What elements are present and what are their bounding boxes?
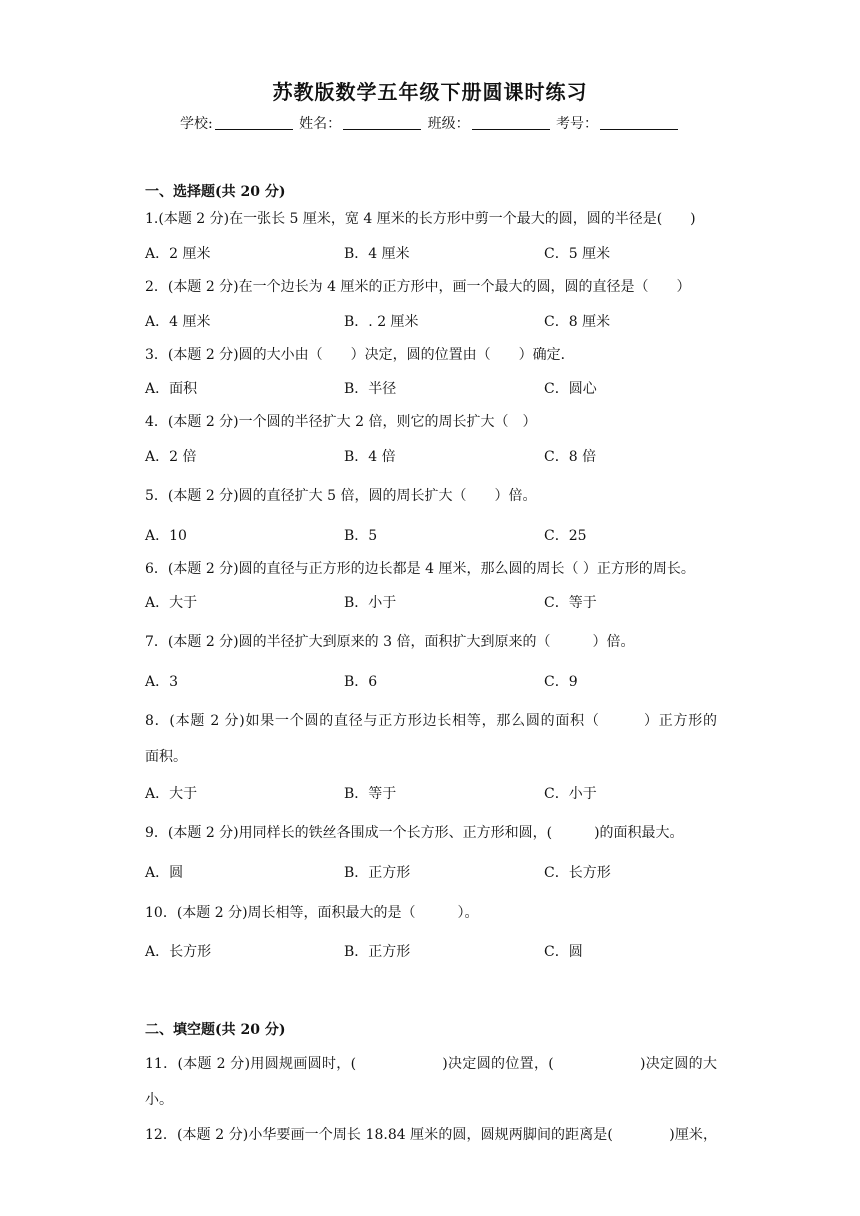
question-11-continued: 小。 — [145, 1092, 173, 1108]
option-b[interactable]: B．小于 — [344, 595, 397, 611]
option-b[interactable]: B．正方形 — [344, 865, 411, 881]
option-c[interactable]: C．小于 — [544, 786, 597, 802]
option-a[interactable]: A．面积 — [145, 381, 198, 397]
options-7 — [145, 671, 717, 691]
option-c[interactable]: C．圆 — [544, 944, 583, 960]
question-12: 12．(本题 2 分)小华要画一个周长 18.84 厘米的圆，圆规两脚间的距离是( )厘米， — [145, 1127, 717, 1143]
question-8-continued: 面积。 — [145, 749, 187, 765]
name-label: 姓名： — [299, 116, 342, 132]
question-8: 8．(本题 2 分)如果一个圆的直径与正方形边长相等，那么圆的面积（ ）正方形的 — [145, 713, 717, 729]
section-heading-fill: 二、填空题(共 20 分) — [145, 1022, 286, 1038]
option-a[interactable]: A．2 厘米 — [145, 246, 211, 262]
option-b[interactable]: B．. 2 厘米 — [344, 314, 419, 330]
options-9 — [145, 862, 717, 882]
option-a[interactable]: A．2 倍 — [145, 449, 197, 465]
question-1: 1.(本题 2 分)在一张长 5 厘米，宽 4 厘米的长方形中剪一个最大的圆，圆的半径是( ) — [145, 211, 696, 227]
question-3: 3．(本题 2 分)圆的大小由（ ）决定，圆的位置由（ ）确定． — [145, 347, 575, 363]
option-c[interactable]: C．25 — [544, 528, 587, 544]
option-a[interactable]: A．10 — [145, 528, 187, 544]
school-blank[interactable] — [215, 115, 293, 130]
question-9: 9．(本题 2 分)用同样长的铁丝各围成一个长方形、正方形和圆，( )的面积最大。 — [145, 825, 684, 841]
option-a[interactable]: A．3 — [145, 674, 179, 690]
name-blank[interactable] — [343, 115, 421, 130]
option-c[interactable]: C．8 厘米 — [544, 314, 611, 330]
option-a[interactable]: A．大于 — [145, 786, 198, 802]
class-label: 班级： — [427, 116, 470, 132]
section-heading-choice: 一、选择题(共 20 分) — [145, 184, 286, 200]
student-info-line — [0, 113, 860, 133]
option-a[interactable]: A．圆 — [145, 865, 184, 881]
option-b[interactable]: B．正方形 — [344, 944, 411, 960]
option-c[interactable]: C．5 厘米 — [544, 246, 611, 262]
option-b[interactable]: B．6 — [344, 674, 378, 690]
exam-number-blank[interactable] — [600, 115, 678, 130]
school-label: 学校: — [179, 116, 213, 132]
option-c[interactable]: C．8 倍 — [544, 449, 597, 465]
option-b[interactable]: B．等于 — [344, 786, 397, 802]
option-b[interactable]: B．4 厘米 — [344, 246, 410, 262]
options-8 — [145, 783, 717, 803]
options-5 — [145, 525, 717, 545]
page-title: 苏教版数学五年级下册圆课时练习 — [272, 80, 588, 104]
options-1 — [145, 243, 717, 263]
question-11: 11．(本题 2 分)用圆规画圆时，( )决定圆的位置，( )决定圆的大 — [145, 1056, 717, 1072]
question-6: 6．(本题 2 分)圆的直径与正方形的边长都是 4 厘米，那么圆的周长（ ）正方形的周长。 — [145, 561, 695, 577]
option-b[interactable]: B．4 倍 — [344, 449, 396, 465]
option-c[interactable]: C．圆心 — [544, 381, 597, 397]
options-3 — [145, 378, 717, 398]
options-2 — [145, 311, 717, 331]
option-c[interactable]: C．长方形 — [544, 865, 611, 881]
option-a[interactable]: A．大于 — [145, 595, 198, 611]
class-blank[interactable] — [472, 115, 550, 130]
question-5: 5．(本题 2 分)圆的直径扩大 5 倍，圆的周长扩大（ ）倍。 — [145, 488, 537, 504]
option-b[interactable]: B．5 — [344, 528, 378, 544]
option-a[interactable]: A．长方形 — [145, 944, 212, 960]
option-c[interactable]: C．9 — [544, 674, 578, 690]
option-b[interactable]: B．半径 — [344, 381, 397, 397]
question-10: 10．(本题 2 分)周长相等，面积最大的是（ ）。 — [145, 905, 479, 921]
options-4 — [145, 446, 717, 466]
exam-number-label: 考号： — [556, 116, 599, 132]
options-10 — [145, 941, 717, 961]
question-7: 7．(本题 2 分)圆的半径扩大到原来的 3 倍，面积扩大到原来的（ ）倍。 — [145, 634, 635, 650]
options-6 — [145, 592, 717, 612]
question-2: 2．(本题 2 分)在一个边长为 4 厘米的正方形中，画一个最大的圆，圆的直径是（ ） — [145, 279, 691, 295]
question-4: 4．(本题 2 分)一个圆的半径扩大 2 倍，则它的周长扩大（ ） — [145, 414, 537, 430]
option-a[interactable]: A．4 厘米 — [145, 314, 211, 330]
option-c[interactable]: C．等于 — [544, 595, 597, 611]
